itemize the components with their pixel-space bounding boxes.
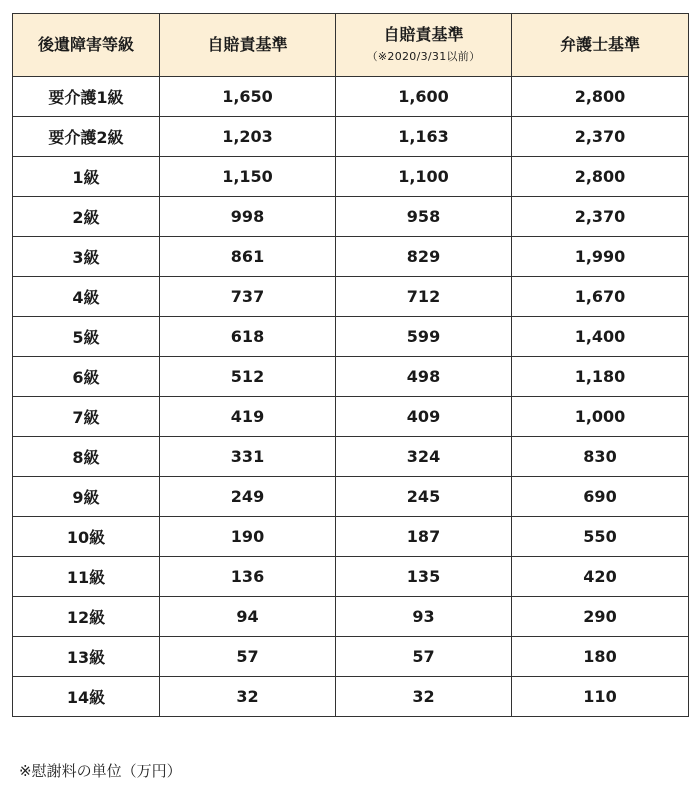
lawyer-cell: 1,670 [512, 277, 689, 317]
jibaiseki-old-cell: 829 [336, 237, 512, 277]
header-grade-label: 後遺障害等級 [37, 34, 134, 54]
jibaiseki-old-cell: 498 [336, 357, 512, 397]
table-row [13, 157, 689, 197]
table-row [13, 397, 689, 437]
jibaiseki-cell: 737 [160, 277, 336, 317]
table-row [13, 437, 689, 477]
header-row [13, 14, 689, 77]
jibaiseki-old-cell: 958 [336, 197, 512, 237]
header-lawyer [512, 14, 689, 77]
jibaiseki-old-cell: 599 [336, 317, 512, 357]
table-row [13, 117, 689, 157]
compensation-table [12, 13, 689, 717]
jibaiseki-cell: 136 [160, 557, 336, 597]
grade-cell: 13級 [13, 637, 160, 677]
jibaiseki-old-cell: 57 [336, 637, 512, 677]
table-header [13, 14, 689, 77]
jibaiseki-old-cell: 324 [336, 437, 512, 477]
header-grade [13, 14, 160, 77]
jibaiseki-cell: 190 [160, 517, 336, 557]
unit-note: ※慰謝料の単位（万円） [19, 762, 182, 780]
grade-cell: 3級 [13, 237, 160, 277]
table-row [13, 517, 689, 557]
lawyer-cell: 2,370 [512, 197, 689, 237]
jibaiseki-cell: 331 [160, 437, 336, 477]
lawyer-cell: 2,800 [512, 157, 689, 197]
grade-cell: 6級 [13, 357, 160, 397]
table-row [13, 77, 689, 117]
jibaiseki-cell: 419 [160, 397, 336, 437]
table-row [13, 477, 689, 517]
jibaiseki-cell: 32 [160, 677, 336, 717]
grade-cell: 5級 [13, 317, 160, 357]
jibaiseki-old-cell: 32 [336, 677, 512, 717]
jibaiseki-old-cell: 712 [336, 277, 512, 317]
grade-cell: 4級 [13, 277, 160, 317]
lawyer-cell: 2,800 [512, 77, 689, 117]
jibaiseki-cell: 249 [160, 477, 336, 517]
table-row [13, 357, 689, 397]
lawyer-cell: 1,400 [512, 317, 689, 357]
lawyer-cell: 1,990 [512, 237, 689, 277]
jibaiseki-cell: 1,650 [160, 77, 336, 117]
table-row [13, 277, 689, 317]
jibaiseki-old-cell: 1,163 [336, 117, 512, 157]
lawyer-cell: 1,180 [512, 357, 689, 397]
jibaiseki-cell: 94 [160, 597, 336, 637]
lawyer-cell: 550 [512, 517, 689, 557]
grade-cell: 7級 [13, 397, 160, 437]
jibaiseki-old-cell: 187 [336, 517, 512, 557]
table-row [13, 557, 689, 597]
jibaiseki-old-cell: 93 [336, 597, 512, 637]
jibaiseki-cell: 1,150 [160, 157, 336, 197]
header-jibaiseki-old [336, 14, 512, 77]
jibaiseki-old-cell: 1,600 [336, 77, 512, 117]
jibaiseki-cell: 998 [160, 197, 336, 237]
table-row [13, 637, 689, 677]
header-jibaiseki-old-sub: （※2020/3/31以前） [366, 50, 481, 64]
grade-cell: 12級 [13, 597, 160, 637]
jibaiseki-old-cell: 409 [336, 397, 512, 437]
grade-cell: 10級 [13, 517, 160, 557]
table-row [13, 597, 689, 637]
grade-cell: 要介護1級 [13, 77, 160, 117]
lawyer-cell: 830 [512, 437, 689, 477]
grade-cell: 8級 [13, 437, 160, 477]
header-lawyer-label: 弁護士基準 [559, 34, 640, 54]
jibaiseki-old-cell: 245 [336, 477, 512, 517]
lawyer-cell: 110 [512, 677, 689, 717]
jibaiseki-old-cell: 135 [336, 557, 512, 597]
jibaiseki-cell: 618 [160, 317, 336, 357]
header-jibaiseki [160, 14, 336, 77]
lawyer-cell: 290 [512, 597, 689, 637]
table-row [13, 237, 689, 277]
jibaiseki-cell: 861 [160, 237, 336, 277]
table-row [13, 677, 689, 717]
grade-cell: 2級 [13, 197, 160, 237]
jibaiseki-old-cell: 1,100 [336, 157, 512, 197]
grade-cell: 要介護2級 [13, 117, 160, 157]
lawyer-cell: 2,370 [512, 117, 689, 157]
table-row [13, 197, 689, 237]
grade-cell: 14級 [13, 677, 160, 717]
lawyer-cell: 690 [512, 477, 689, 517]
jibaiseki-cell: 57 [160, 637, 336, 677]
grade-cell: 11級 [13, 557, 160, 597]
table-row [13, 317, 689, 357]
jibaiseki-cell: 512 [160, 357, 336, 397]
jibaiseki-cell: 1,203 [160, 117, 336, 157]
header-jibaiseki-old-label: 自賠責基準 [383, 25, 464, 45]
header-jibaiseki-label: 自賠責基準 [207, 34, 288, 54]
lawyer-cell: 180 [512, 637, 689, 677]
grade-cell: 9級 [13, 477, 160, 517]
grade-cell: 1級 [13, 157, 160, 197]
lawyer-cell: 420 [512, 557, 689, 597]
lawyer-cell: 1,000 [512, 397, 689, 437]
table-body [13, 77, 689, 717]
